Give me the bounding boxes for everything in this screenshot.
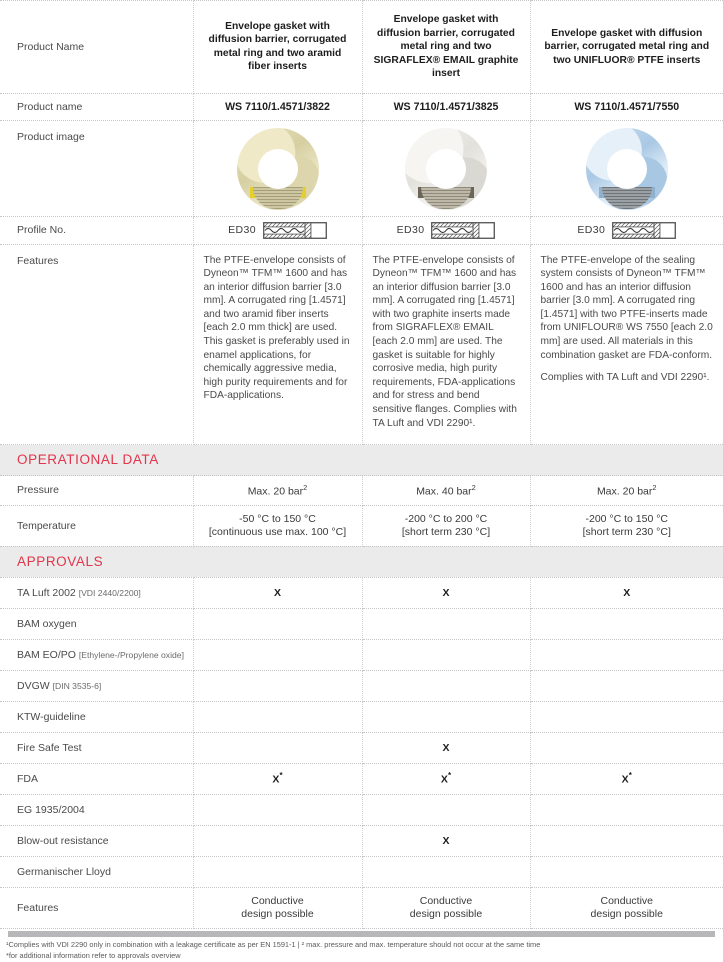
- approval-row: [0, 732, 723, 763]
- approval-label-text: Blow-out resistance: [17, 834, 109, 847]
- approval-mark-asterisk: *: [628, 771, 632, 781]
- approval-label: [0, 639, 193, 670]
- approval-label: [0, 763, 193, 794]
- features-col2: [362, 244, 530, 445]
- approval-mark-cell: [362, 608, 530, 639]
- product-image-col2: [362, 120, 530, 216]
- features-col1: [193, 244, 362, 445]
- approval-row: [0, 670, 723, 701]
- approval-label: [0, 856, 193, 887]
- features-col3: [530, 244, 723, 445]
- approval-label-text: FDA: [17, 772, 38, 785]
- approval-mark-cell: [530, 732, 723, 763]
- approval-label: [0, 732, 193, 763]
- conductive-line-2: design possible: [590, 907, 663, 920]
- approval-mark-cell: [362, 639, 530, 670]
- approval-mark-cell: [193, 701, 362, 732]
- product-title-col3: Envelope gasket with diffusion barrier, corrugated metal ring and two UNIFLUOR® PTFE inserts: [530, 1, 723, 94]
- approval-mark-cell: [530, 825, 723, 856]
- features-paragraph: The PTFE-envelope of the sealing system consists of Dyneon™ TFM™ 1600 and has an interior diffusion barrier [3.0 mm]. A corrugated ring [1.4571] with two PTFE-inserts made from UNIFLOUR® WS 7550 [each 2.0 mm] are used. All materials in this combination gasket are FDA-conform.: [540, 254, 713, 361]
- approval-label: [0, 794, 193, 825]
- pressure-value: Max. 20 bar: [596, 485, 653, 498]
- approval-mark: X: [442, 834, 450, 847]
- approval-row: [0, 763, 723, 794]
- pressure-footnote-ref: 2: [652, 483, 657, 493]
- approval-mark-cell: [193, 577, 362, 608]
- profile-col2: [362, 216, 530, 244]
- product-name-col1: WS 7110/1.4571/3822: [193, 93, 362, 120]
- approval-mark-cell: [193, 825, 362, 856]
- gasket-ring-image-ptfe: [586, 128, 668, 210]
- approval-label-text: BAM EO/PO: [17, 648, 76, 661]
- approval-mark-cell: [530, 794, 723, 825]
- approval-mark: X: [272, 773, 280, 786]
- approval-label-text: Fire Safe Test: [17, 741, 82, 754]
- approval-mark: X: [440, 773, 448, 786]
- approval-label: [0, 577, 193, 608]
- approval-label: [0, 825, 193, 856]
- approval-label-text: DVGW: [17, 679, 50, 692]
- pressure-col1: [193, 476, 362, 506]
- approval-label-text: Germanischer Lloyd: [17, 865, 111, 878]
- gasket-bore: [426, 149, 466, 189]
- row-label-product-name: Product name: [0, 93, 193, 120]
- approval-mark-cell: [362, 577, 530, 608]
- temperature-col2: [362, 505, 530, 546]
- gasket-cutaway-section: [253, 187, 303, 209]
- row-label-product-image: Product image: [0, 120, 193, 216]
- profile-code-col3: ED30: [577, 224, 606, 236]
- profile-code-col1: ED30: [228, 224, 256, 236]
- table-row-product-image: [0, 120, 723, 216]
- product-image-col3: [530, 120, 723, 216]
- approval-row: [0, 608, 723, 639]
- approval-mark-cell: [193, 732, 362, 763]
- approval-label-text: BAM oxygen: [17, 617, 77, 630]
- approval-mark-cell: [530, 701, 723, 732]
- approval-mark-cell: [530, 670, 723, 701]
- gasket-cutaway-section: [602, 187, 652, 209]
- approval-label-text: TA Luft 2002: [17, 586, 76, 599]
- approval-mark-cell: [193, 670, 362, 701]
- product-title-col2: Envelope gasket with diffusion barrier, corrugated metal ring and two SIGRAFLEX® EMAIL graphite insert: [362, 1, 530, 94]
- table-row-features: [0, 244, 723, 445]
- approval-mark-cell: [193, 639, 362, 670]
- pressure-footnote-ref: 2: [303, 483, 308, 493]
- approval-mark: X: [273, 586, 281, 599]
- conductive-line-1: Conductive: [419, 894, 473, 907]
- table-row-profile-no: [0, 216, 723, 244]
- gasket-bore: [258, 149, 298, 189]
- approval-row: [0, 701, 723, 732]
- approval-label-standard: [DIN 3535-6]: [52, 680, 102, 691]
- section-title-operational-data: OPERATIONAL DATA: [17, 452, 159, 468]
- profile-col1: [193, 216, 362, 244]
- approval-mark-cell: [362, 670, 530, 701]
- row-label-profile-no: Profile No.: [0, 216, 193, 244]
- temperature-col3: [530, 505, 723, 546]
- conductive-line-1: Conductive: [600, 894, 654, 907]
- features-paragraph-2: Complies with TA Luft and VDI 2290¹.: [540, 372, 710, 384]
- approval-label: [0, 701, 193, 732]
- product-name-col3: WS 7110/1.4571/7550: [530, 93, 723, 120]
- approval-label-standard: [Ethylene-/Propylene oxide]: [78, 649, 184, 660]
- approval-mark: X: [442, 741, 450, 754]
- conductive-col3: [530, 887, 723, 928]
- approval-label: [0, 670, 193, 701]
- table-row-product-title: [0, 1, 723, 94]
- temperature-range: -200 °C to 150 °C: [585, 512, 669, 525]
- profile-col3: [530, 216, 723, 244]
- approval-mark-cell: [362, 732, 530, 763]
- footnote-line-1: ¹Complies with VDI 2290 only in combination with a leakage certificate as per EN 1591-1 | ² max. pressure and max. temperature should not occur at the same time: [6, 939, 541, 949]
- approval-row: [0, 577, 723, 608]
- product-name-col2: WS 7110/1.4571/3825: [362, 93, 530, 120]
- approval-mark-cell: [530, 608, 723, 639]
- pressure-value: Max. 40 bar: [416, 485, 472, 498]
- table-row-pressure: [0, 476, 723, 506]
- approval-mark: X: [621, 773, 629, 786]
- approval-row: [0, 639, 723, 670]
- product-title-col1: Envelope gasket with diffusion barrier, corrugated metal ring and two aramid fiber inserts: [193, 1, 362, 94]
- profile-cross-section-icon: [263, 222, 327, 239]
- profile-cross-section-icon: [612, 222, 676, 239]
- approval-mark-cell: [193, 856, 362, 887]
- section-title-approvals: APPROVALS: [17, 553, 104, 569]
- approval-mark-cell: [362, 701, 530, 732]
- approval-label-text: KTW-guideline: [17, 710, 86, 723]
- footer-bar: [8, 931, 715, 937]
- features-paragraph: The PTFE-envelope consists of Dyneon™ TFM™ 1600 and has an interior diffusion barrier [3.0 mm]. A corrugated ring [1.4571] with two graphite inserts made from SIGRAFLEX® EMAIL [each 2.0 mm] are used. The gasket is suitable for highly corrosive media, high purity requirements, FDA-applications and for stress and bend sensitive flanges. Complies with TA Luft and VDI 2290¹.: [372, 254, 517, 429]
- approval-mark-cell: [193, 794, 362, 825]
- row-label-features-conductive: Features: [0, 887, 193, 928]
- approval-label-text: EG 1935/2004: [17, 803, 85, 816]
- row-label-temperature: Temperature: [0, 505, 193, 546]
- approval-mark-cell: [530, 639, 723, 670]
- conductive-col1: [193, 887, 362, 928]
- pressure-footnote-ref: 2: [471, 483, 476, 493]
- approval-mark-cell: [530, 577, 723, 608]
- approval-mark-cell: [193, 608, 362, 639]
- table-row-product-name: [0, 93, 723, 120]
- conductive-col2: [362, 887, 530, 928]
- conductive-line-2: design possible: [409, 907, 483, 920]
- approval-mark-cell: [362, 763, 530, 794]
- approval-label: [0, 608, 193, 639]
- approval-mark-cell: [193, 763, 362, 794]
- approval-row: [0, 794, 723, 825]
- approval-mark-cell: [362, 825, 530, 856]
- footnote-line-2: *for additional information refer to approvals overview: [6, 951, 181, 961]
- approval-mark: X: [623, 586, 631, 599]
- row-label-pressure: Pressure: [0, 476, 193, 506]
- profile-cross-section-icon: [431, 222, 495, 239]
- pressure-value: Max. 20 bar: [247, 485, 304, 498]
- section-header-approvals: [0, 546, 723, 577]
- approval-row: [0, 856, 723, 887]
- section-header-operational-data: [0, 445, 723, 476]
- approval-mark-cell: [362, 794, 530, 825]
- temperature-range: -200 °C to 200 °C: [404, 512, 488, 525]
- gasket-cutaway-section: [421, 187, 471, 209]
- profile-code-col2: ED30: [396, 224, 425, 236]
- temperature-note: [continuous use max. 100 °C]: [208, 525, 347, 538]
- approval-mark-cell: [530, 763, 723, 794]
- approval-row: [0, 825, 723, 856]
- table-row-temperature: [0, 505, 723, 546]
- temperature-note: [short term 230 °C]: [582, 525, 671, 538]
- temperature-range: -50 °C to 150 °C: [239, 512, 316, 525]
- product-image-col1: [193, 120, 362, 216]
- approval-mark-asterisk: *: [279, 771, 283, 781]
- approval-label-standard: [VDI 2440/2200]: [78, 587, 141, 598]
- conductive-line-2: design possible: [241, 907, 314, 920]
- pressure-col3: [530, 476, 723, 506]
- gasket-ring-image-graphite: [405, 128, 487, 210]
- approval-mark: X: [442, 586, 450, 599]
- gasket-ring-image-aramid: [237, 128, 319, 210]
- row-label-product-name-title: Product Name: [0, 1, 193, 94]
- approval-mark-asterisk: *: [447, 771, 452, 781]
- features-paragraph: The PTFE-envelope consists of Dyneon™ TFM™ 1600 and has an interior diffusion barrier [3.0 mm]. A corrugated ring [1.4571] and two aramid fiber inserts [each 2.0 mm thick] are used. This gasket is preferably used in enamel applications, for chemically aggressive media, high purity requirements and for FDA-applications.: [203, 254, 350, 402]
- temperature-col1: [193, 505, 362, 546]
- row-label-features: Features: [0, 244, 193, 445]
- gasket-bore: [607, 149, 647, 189]
- approval-mark-cell: [530, 856, 723, 887]
- approval-mark-cell: [362, 856, 530, 887]
- conductive-line-1: Conductive: [251, 894, 304, 907]
- table-row-features-conductive: [0, 887, 723, 928]
- approvals-body: [0, 577, 723, 887]
- temperature-note: [short term 230 °C]: [401, 525, 491, 538]
- pressure-col2: [362, 476, 530, 506]
